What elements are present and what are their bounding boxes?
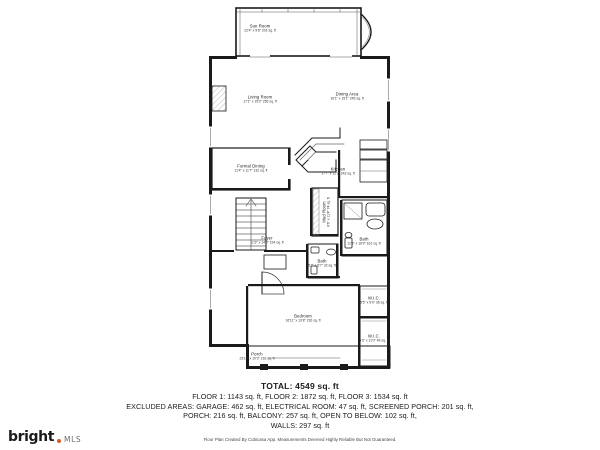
room-label: Bath 5'2" x 8'7" 32 sq. ft [308, 258, 336, 268]
room-label: Kitchen 17'7" x 12'2" 243 sq. ft [321, 166, 355, 176]
logo-dot-icon [57, 439, 61, 443]
room-label: Dining Area 16'1" x 15'1" 245 sq. ft [330, 91, 364, 101]
area-summary [0, 381, 600, 445]
room-label: Bedroom 16'11" x 13'8" 216 sq. ft [285, 313, 321, 323]
room-label: Sun Room 22'4" x 9'6" 201 sq. ft [244, 23, 276, 33]
room-label: Porch 23'11" x 10'3" 216 sq. ft [239, 351, 275, 361]
excluded-areas-line-1: EXCLUDED AREAS: GARAGE: 462 sq. ft, ELECTRICAL ROOM: 47 sq. ft, SCREENED PORCH: 201 sq. ft, [126, 401, 474, 411]
logo-wordmark: bright [8, 429, 55, 445]
room-label: Formal Dining 11'4" x 11'7" 132 sq. ft [234, 163, 268, 173]
walls-area: WALLS: 297 sq. ft [270, 420, 330, 430]
room-label: W.I.C. 5'5" x 9'0" 36 sq. ft [360, 295, 388, 305]
bright-mls-logo [8, 430, 81, 444]
room-label: Bath 11'3" x 16'9" 161 sq. ft [347, 236, 381, 246]
excluded-areas-line-2: PORCH: 216 sq. ft, BALCONY: 257 sq. ft, OPEN TO BELOW: 102 sq. ft, [183, 411, 417, 421]
disclaimer-text: Floor Plan Created By Cubicasa App. Measurements Deemed Highly Reliable But Not Guaranteed. [203, 436, 397, 442]
room-label: W.I.C. 5'3" x 11'0" 49 sq. ft [359, 333, 389, 343]
total-area: TOTAL: 4549 sq. ft [261, 381, 339, 391]
logo-suffix: MLS [64, 434, 82, 444]
room-label: Foyer 11'3" x 14'9" 154 sq. ft [250, 235, 284, 245]
floor-areas: FLOOR 1: 1143 sq. ft, FLOOR 2: 1872 sq. ft, FLOOR 3: 1534 sq. ft [192, 392, 408, 401]
room-label: Mud Room 6'6" x 11'4" 74 sq. ft [321, 197, 331, 227]
room-label: Living Room 17'1" x 15'0" 255 sq. ft [243, 94, 277, 104]
